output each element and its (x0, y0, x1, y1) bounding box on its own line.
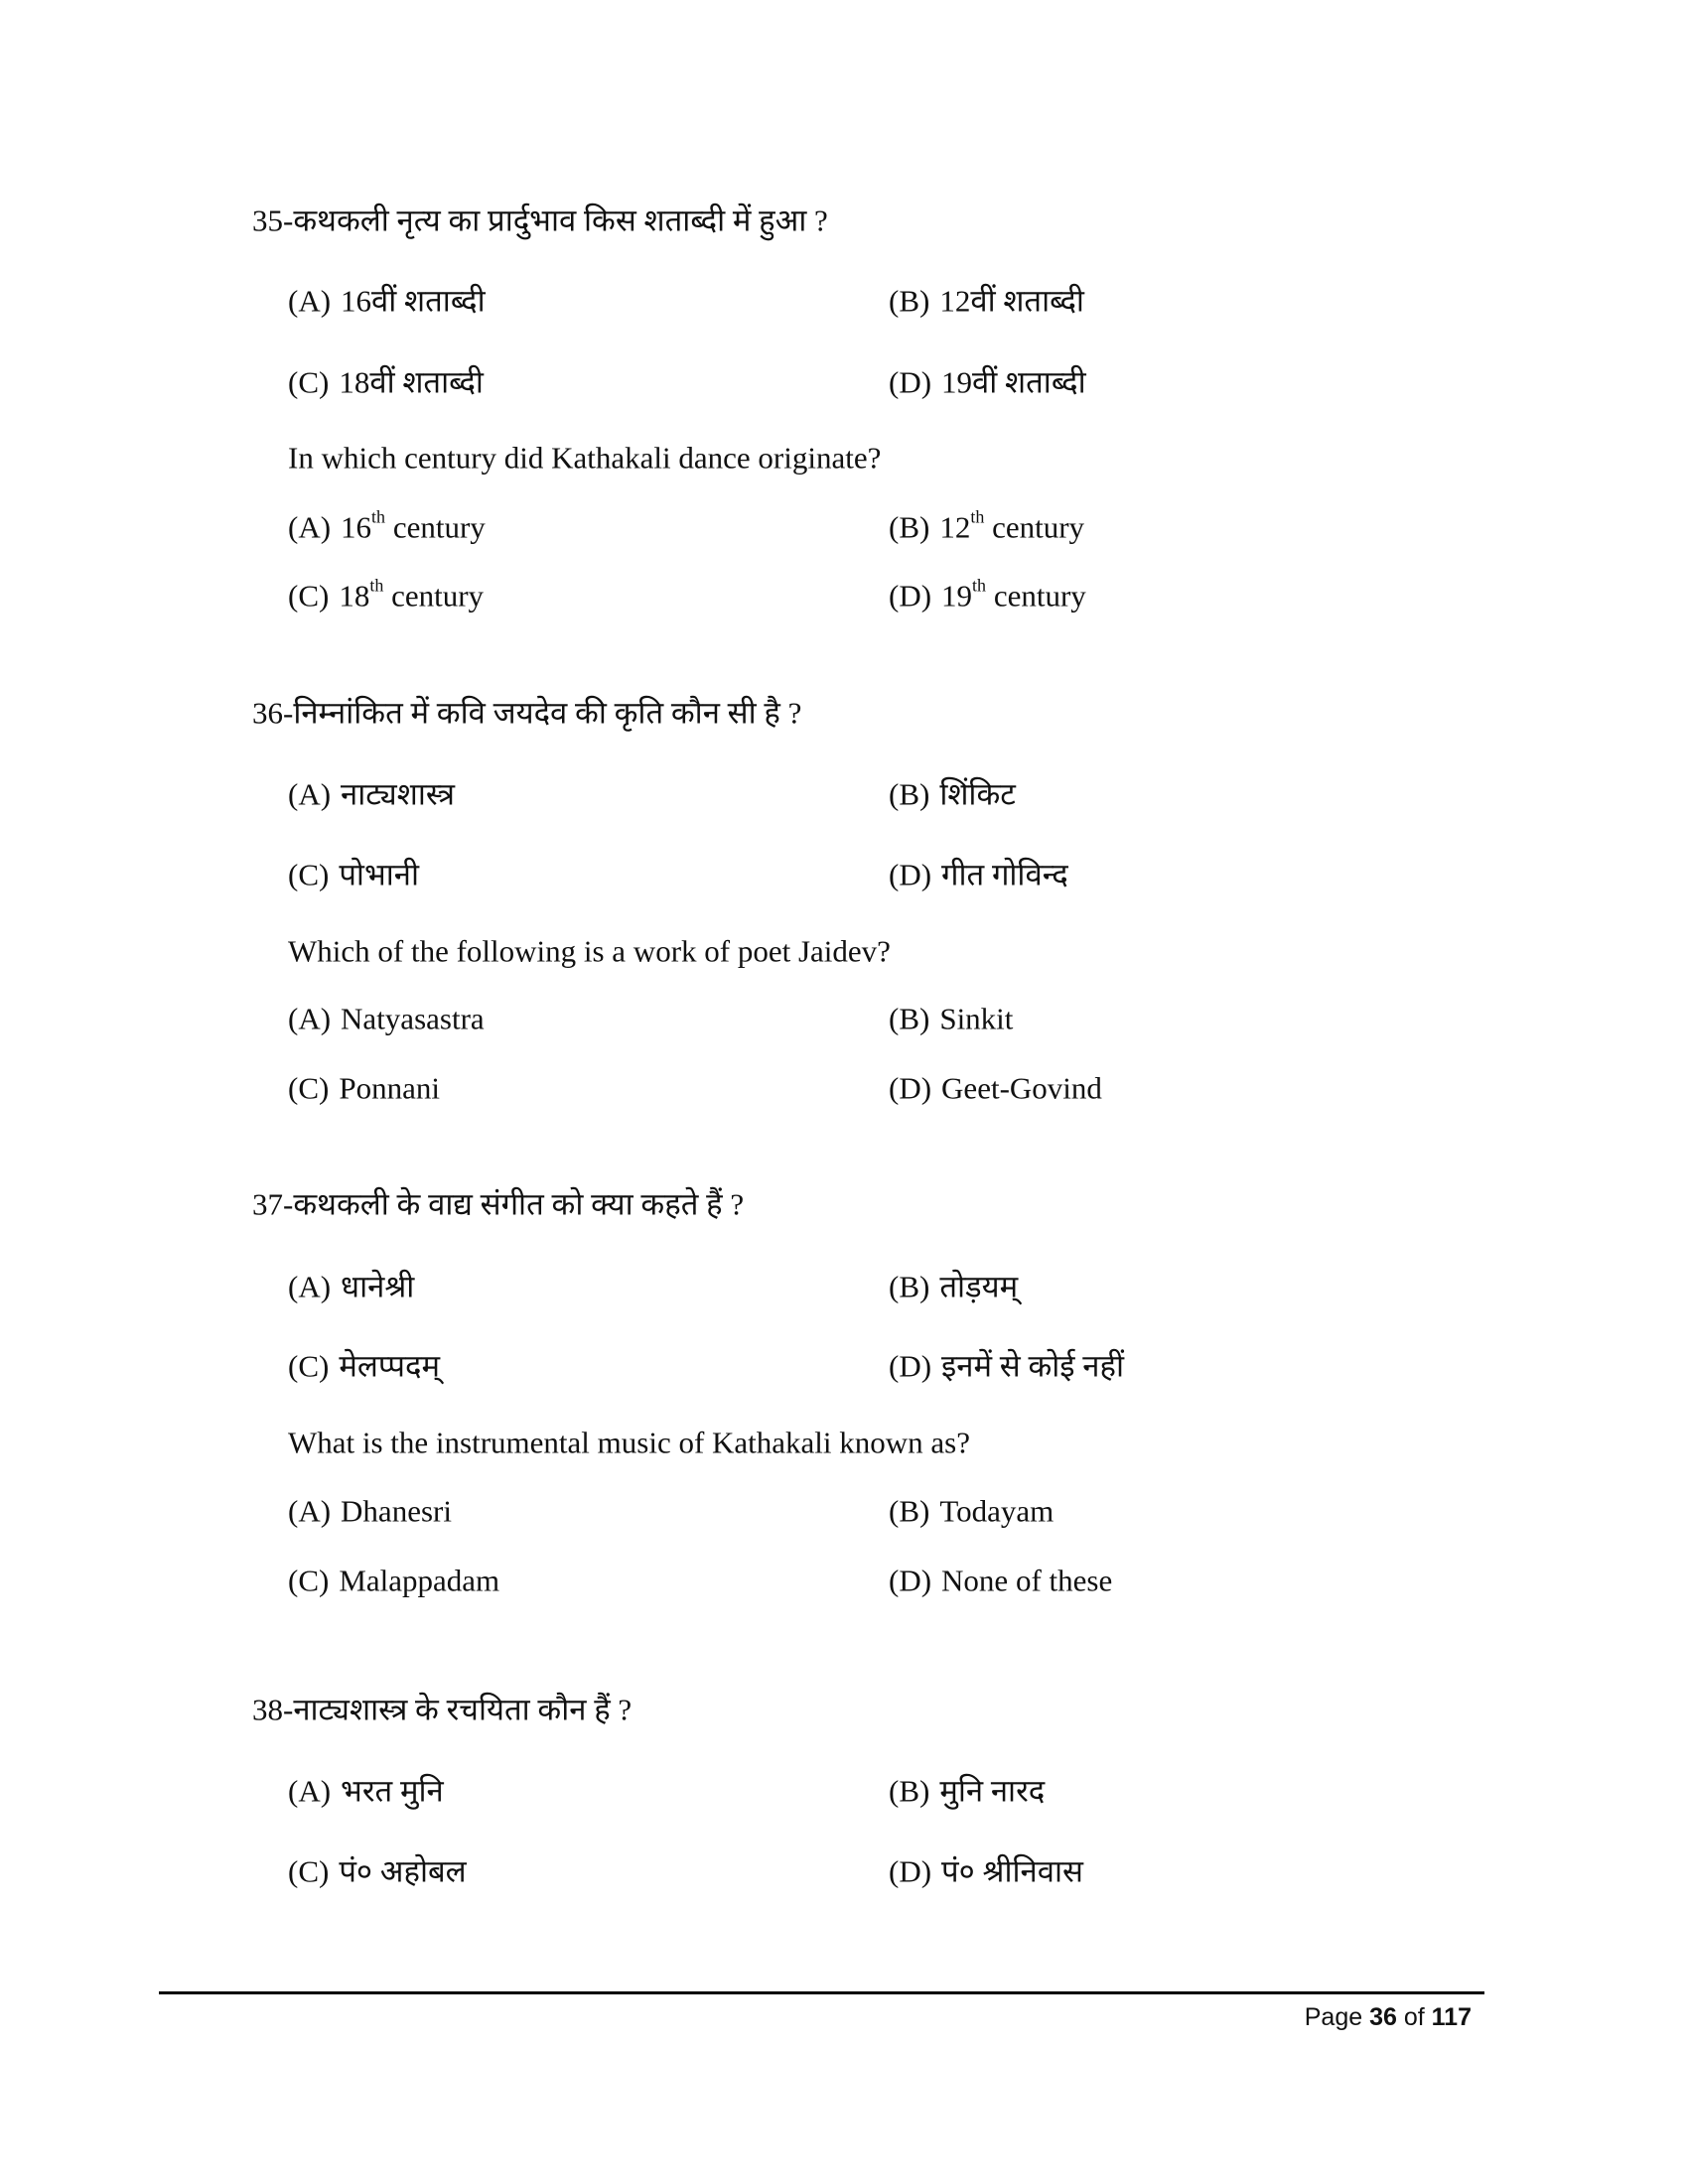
question-hindi: 37-कथकली के वाद्य संगीत को क्या कहते हैं ? (252, 1186, 745, 1222)
option-label: (B) (889, 509, 930, 545)
option-label: (A) (288, 283, 332, 319)
option-b (889, 1773, 1046, 1809)
question-hindi: 35-कथकली नृत्य का प्रार्दुभाव किस शताब्दी में हुआ ? (252, 203, 828, 238)
option-label: (C) (288, 1348, 330, 1384)
page-number (1305, 2003, 1472, 2032)
option-text: इनमें से कोई नहीं (941, 1348, 1124, 1384)
option-b (889, 1001, 1014, 1036)
current-page: 36 (1369, 2003, 1397, 2031)
option-label: (C) (288, 364, 330, 400)
option-text: मुनि नारद (939, 1773, 1046, 1809)
option-label: (C) (288, 1563, 330, 1598)
option-text: मेलप्पदम् (339, 1348, 441, 1384)
option-c (288, 1563, 500, 1598)
page-prefix: Page (1304, 2003, 1370, 2031)
option-label: (B) (889, 1269, 930, 1304)
question-english: Which of the following is a work of poet Jaidev? (288, 933, 891, 969)
option-label: (D) (889, 1348, 932, 1384)
total-pages: 117 (1431, 2003, 1472, 2031)
option-b (889, 1493, 1055, 1529)
option-text: century (385, 509, 486, 545)
option-c (288, 1853, 467, 1889)
option-c (288, 1348, 441, 1384)
option-text: Ponnani (339, 1070, 440, 1106)
option-ordinal: th (972, 575, 987, 596)
option-label: (A) (288, 1001, 332, 1036)
option-label: (C) (288, 857, 330, 892)
option-ordinal: th (970, 506, 985, 527)
option-text: शिंकिट (939, 776, 1016, 812)
question-english: In which century did Kathakali dance originate? (288, 440, 882, 476)
option-a (288, 1269, 415, 1304)
option-text: भरत मुनि (341, 1773, 444, 1809)
option-number: 18 (339, 578, 370, 614)
option-c (288, 575, 485, 614)
option-label: (A) (288, 509, 332, 545)
option-a (288, 776, 456, 812)
option-text: 19वीं शताब्दी (941, 364, 1086, 400)
option-b (889, 776, 1016, 812)
option-d (889, 1070, 1102, 1106)
option-number: 12 (939, 509, 971, 545)
option-ordinal: th (369, 575, 384, 596)
option-text: Malappadam (339, 1563, 500, 1598)
option-d (889, 364, 1086, 400)
option-c (288, 1070, 440, 1106)
option-a (288, 1773, 444, 1809)
option-d (889, 1853, 1083, 1889)
option-c (288, 857, 420, 892)
option-label: (B) (889, 776, 930, 812)
question-english: What is the instrumental music of Kathakali known as? (288, 1425, 970, 1460)
page-of: of (1396, 2003, 1432, 2031)
option-label: (B) (889, 283, 930, 319)
option-text: नाट्यशास्त्र (341, 776, 456, 812)
option-text: None of these (941, 1563, 1113, 1598)
option-label: (B) (889, 1001, 930, 1036)
option-number: 16 (341, 509, 372, 545)
option-b (889, 283, 1084, 319)
option-text: गीत गोविन्द (941, 857, 1068, 892)
option-label: (D) (889, 364, 932, 400)
option-label: (A) (288, 776, 332, 812)
option-b (889, 1269, 1019, 1304)
option-text: पं० श्रीनिवास (941, 1853, 1083, 1889)
option-label: (A) (288, 1493, 332, 1529)
option-label: (C) (288, 1070, 330, 1106)
footer-divider (159, 1991, 1484, 1994)
option-text: century (986, 578, 1086, 614)
option-label: (B) (889, 1493, 930, 1529)
option-text: century (383, 578, 485, 614)
option-a (288, 1001, 485, 1036)
option-d (889, 1563, 1113, 1598)
option-text: century (984, 509, 1085, 545)
option-b (889, 506, 1085, 545)
option-number: 19 (941, 578, 973, 614)
option-a (288, 283, 486, 319)
option-text: Dhanesri (341, 1493, 452, 1529)
option-ordinal: th (371, 506, 386, 527)
option-text: 18वीं शताब्दी (339, 364, 484, 400)
option-label: (C) (288, 578, 330, 614)
question-hindi: 38-नाट्यशास्त्र के रचयिता कौन हैं ? (252, 1692, 633, 1727)
option-text: पोभानी (339, 857, 420, 892)
option-a (288, 1493, 452, 1529)
option-c (288, 364, 484, 400)
option-text: Geet-Govind (941, 1070, 1102, 1106)
option-label: (B) (889, 1773, 930, 1809)
option-text: Todayam (939, 1493, 1055, 1529)
option-label: (C) (288, 1853, 330, 1889)
option-text: तोड़यम् (939, 1269, 1019, 1304)
option-text: पं० अहोबल (339, 1853, 467, 1889)
option-a (288, 506, 486, 545)
option-label: (D) (889, 1563, 932, 1598)
option-d (889, 1348, 1124, 1384)
option-text: Natyasastra (341, 1001, 485, 1036)
question-hindi: 36-निम्नांकित में कवि जयदेव की कृति कौन सी है ? (252, 695, 802, 731)
option-text: 12वीं शताब्दी (939, 283, 1084, 319)
option-label: (D) (889, 578, 932, 614)
option-label: (D) (889, 857, 932, 892)
option-d (889, 575, 1086, 614)
option-text: 16वीं शताब्दी (341, 283, 486, 319)
option-d (889, 857, 1068, 892)
option-label: (D) (889, 1853, 932, 1889)
option-label: (A) (288, 1269, 332, 1304)
option-label: (D) (889, 1070, 932, 1106)
option-label: (A) (288, 1773, 332, 1809)
option-text: धानेश्री (341, 1269, 415, 1304)
option-text: Sinkit (939, 1001, 1014, 1036)
